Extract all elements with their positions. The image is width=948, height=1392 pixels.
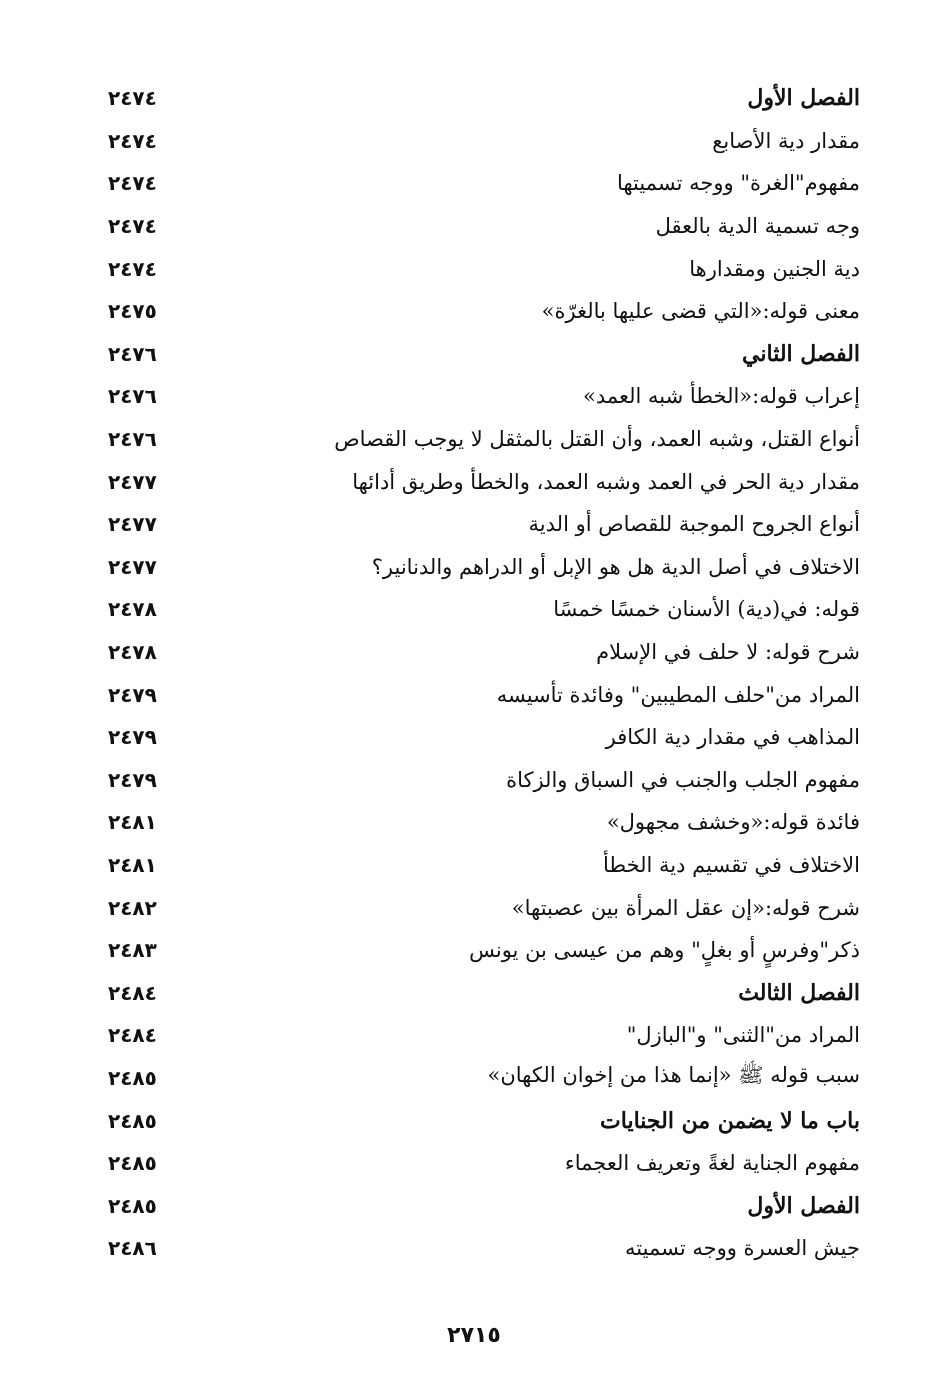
toc-page-number: ٢٤٨٣ [108,938,157,963]
toc-page-number: ٢٤٨١ [108,852,157,877]
toc-heading-row [100,971,860,1014]
toc-section-heading: باب ما لا يضمن من الجنايات [600,1107,860,1134]
toc-entry-row [100,290,860,333]
toc-section-heading: الفصل الأول [747,85,860,112]
toc-entry-row [100,460,860,503]
toc-entry-row [100,886,860,929]
toc-page-number: ٢٤٧٩ [108,682,157,707]
toc-entry-title: فائدة قوله:«وخشف مجهول» [606,810,860,835]
toc-entry-title: دية الجنين ومقدارها [689,256,860,281]
toc-entry-title: معنى قوله:«التي قضى عليها بالغرّة» [541,299,860,324]
toc-page-number: ٢٤٨٤ [108,980,157,1005]
toc-page-number: ٢٤٧٤ [108,214,157,239]
toc-section-heading: الفصل الأول [747,1192,860,1219]
toc-page-number: ٢٤٨٤ [108,1023,157,1048]
toc-section-heading: الفصل الثالث [738,979,860,1006]
toc-entry-row [100,546,860,589]
toc-heading-row [100,77,860,120]
toc-entry-title: المراد من"حلف المطيبين" وفائدة تأسيسه [496,682,860,707]
toc-entry-title: الاختلاف في تقسيم دية الخطأ [602,852,860,877]
toc-page-number: ٢٤٨١ [108,810,157,835]
toc-page-number: ٢٤٨٥ [108,1108,157,1133]
toc-entry-title: إعراب قوله:«الخطأ شبه العمد» [582,384,860,409]
toc-entry-title: الاختلاف في أصل الدية هل هو الإبل أو الدراهم والدنانير؟ [371,554,860,579]
toc-page-number: ٢٤٧٤ [108,256,157,281]
toc-page-number: ٢٤٧٦ [108,384,157,409]
toc-entry-row [100,503,860,546]
toc-page-number: ٢٤٧٩ [108,767,157,792]
toc-page-number: ٢٤٧٦ [108,427,157,452]
toc-entry-title: مقدار دية الحر في العمد وشبه العمد، والخطأ وطريق أدائها [352,469,860,494]
toc-entry-title: أنواع القتل، وشبه العمد، وأن القتل بالمثقل لا يوجب القصاص [334,427,860,452]
toc-page-number: ٢٤٧٤ [108,171,157,196]
toc-entry-title: المراد من"الثنى" و"البازل" [626,1023,860,1048]
toc-entry-row [100,801,860,844]
toc-entry-row [100,162,860,205]
toc-entry-row [100,929,860,972]
table-of-contents [100,77,860,1270]
page-number: ٢٧١٥ [447,1323,501,1348]
toc-entry-row [100,1142,860,1185]
toc-page-number: ٢٤٧٤ [108,128,157,153]
toc-page-number: ٢٤٧٧ [108,512,157,537]
toc-page-number: ٢٤٧٨ [108,597,157,622]
toc-entry-title: شرح قوله: لا حلف في الإسلام [596,640,860,665]
toc-heading-row [100,1184,860,1227]
toc-entry-row [100,716,860,759]
toc-entry-title: المذاهب في مقدار دية الكافر [605,725,860,750]
toc-entry-title: سبب قوله ﷺ «إنما هذا من إخوان الكهان» [487,1063,860,1088]
toc-entry-row [100,247,860,290]
toc-entry-title: قوله: في(دية) الأسنان خمسًا خمسًا [553,597,860,622]
toc-page-number: ٢٤٧٧ [108,469,157,494]
toc-page-number: ٢٤٧٩ [108,725,157,750]
toc-page-number: ٢٤٧٧ [108,554,157,579]
toc-entry-row [100,418,860,461]
toc-entry-title: جيش العسرة ووجه تسميته [625,1236,860,1261]
toc-entry-title: ذكر"وفرسٍ أو بغلٍ" وهم من عيسى بن يونس [469,938,860,963]
toc-entry-row [100,631,860,674]
toc-entry-title: مفهوم الجلب والجنب في السباق والزكاة [506,767,860,792]
toc-entry-row [100,759,860,802]
toc-entry-row [100,120,860,163]
toc-entry-row [100,1057,860,1100]
toc-heading-row [100,1099,860,1142]
toc-entry-row [100,375,860,418]
toc-page-number: ٢٤٧٤ [108,86,157,111]
toc-entry-row [100,673,860,716]
toc-entry-title: مفهوم الجناية لغةً وتعريف العجماء [564,1151,860,1176]
toc-entry-title: وجه تسمية الدية بالعقل [655,214,860,239]
toc-page-number: ٢٤٨٥ [108,1193,157,1218]
toc-section-heading: الفصل الثاني [742,340,860,367]
toc-entry-row [100,588,860,631]
toc-entry-title: أنواع الجروح الموجبة للقصاص أو الدية [528,512,860,537]
toc-entry-row [100,1227,860,1270]
toc-page-number: ٢٤٧٨ [108,640,157,665]
toc-heading-row [100,333,860,376]
toc-entry-title: شرح قوله:«إن عقل المرأة بين عصبتها» [511,895,860,920]
toc-entry-row [100,205,860,248]
toc-page-number: ٢٤٧٦ [108,341,157,366]
toc-page-number: ٢٤٨٥ [108,1151,157,1176]
toc-entry-row [100,844,860,887]
toc-entry-title: مقدار دية الأصابع [712,128,860,153]
toc-entry-row [100,1014,860,1057]
toc-page-number: ٢٤٨٦ [108,1236,157,1261]
toc-page-number: ٢٤٨٥ [108,1065,157,1090]
toc-page-number: ٢٤٧٥ [108,299,157,324]
toc-entry-title: مفهوم"الغرة" ووجه تسميتها [616,171,860,196]
toc-page-number: ٢٤٨٢ [108,895,157,920]
